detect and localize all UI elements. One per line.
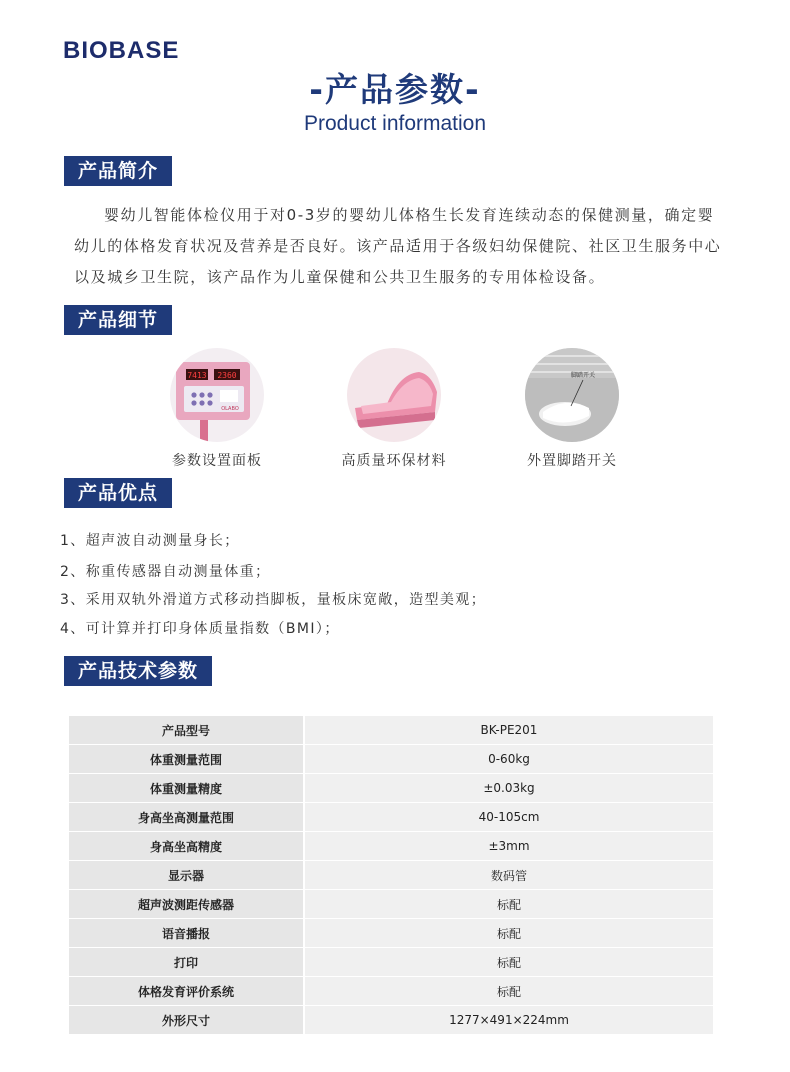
advantage-item: 4、可计算并打印身体质量指数（BMI）；: [60, 621, 340, 637]
spec-label: 体格发育评价系统: [69, 977, 303, 1005]
intro-text: 婴幼儿智能体检仪用于对0-3岁的婴幼儿体格生长发育连续动态的保健测量，确定婴幼儿的体格发育状况及营养是否良好。该产品适用于各级妇幼保健院、社区卫生服务中心以及城乡卫生院，该产品作为儿童保健和公共卫生服务的专用体检设备。: [74, 206, 722, 286]
table-row: [69, 861, 713, 889]
spec-label: 打印: [69, 948, 303, 976]
table-row: [69, 890, 713, 918]
page-subtitle: Product information: [303, 112, 487, 135]
spec-value: ±3mm: [303, 832, 713, 860]
table-row: [69, 977, 713, 1005]
spec-value: 标配: [303, 977, 713, 1005]
feature-caption-footswitch: 外置脚踏开关: [527, 453, 617, 469]
advantage-item: 2、称重传感器自动测量体重；: [60, 564, 271, 580]
section-heading-intro: 产品简介: [64, 156, 172, 186]
spec-label: 体重测量范围: [69, 745, 303, 773]
spec-value: ±0.03kg: [303, 774, 713, 802]
spec-value: 标配: [303, 948, 713, 976]
table-row: [69, 1006, 713, 1034]
spec-label: 体重测量精度: [69, 774, 303, 802]
panel-display-1: 7413: [187, 371, 207, 380]
table-row: [69, 716, 713, 744]
spec-label: 身高坐高精度: [69, 832, 303, 860]
panel-display-2: 2360: [217, 371, 237, 380]
table-row: [69, 832, 713, 860]
advantage-item: 1、超声波自动测量身长；: [60, 533, 240, 549]
section-heading-detail: 产品细节: [64, 305, 172, 335]
spec-value: 数码管: [303, 861, 713, 889]
feature-card-footswitch: [482, 348, 662, 470]
spec-value: 0-60kg: [303, 745, 713, 773]
table-row: [69, 774, 713, 802]
section-heading-advantage: 产品优点: [64, 478, 172, 508]
spec-label: 超声波测距传感器: [69, 890, 303, 918]
spec-value: 40-105cm: [303, 803, 713, 831]
spec-label: 外形尺寸: [69, 1006, 303, 1034]
feature-card-material: [304, 348, 484, 470]
feature-caption-material: 高质量环保材料: [341, 453, 447, 469]
spec-label: 产品型号: [69, 716, 303, 744]
spec-value: 标配: [303, 919, 713, 947]
panel-brand: OLABO: [221, 406, 239, 412]
table-row: [69, 803, 713, 831]
spec-value: 标配: [303, 890, 713, 918]
spec-value: BK-PE201: [303, 716, 713, 744]
spec-value: 1277×491×224mm: [303, 1006, 713, 1034]
pink-bed-image: [347, 348, 441, 442]
advantage-item: 3、采用双轨外滑道方式移动挡脚板，量板床宽敞，造型美观；: [60, 592, 487, 608]
section-heading-spec: 产品技术参数: [64, 656, 212, 686]
page-title: -产品参数-: [309, 70, 481, 109]
spec-label: 显示器: [69, 861, 303, 889]
brand-logo: BIOBASE: [63, 37, 180, 64]
feature-card-panel: [127, 348, 307, 470]
table-row: [69, 745, 713, 773]
spec-table: [69, 715, 713, 1035]
control-panel-image: [170, 348, 264, 442]
spec-label: 身高坐高测量范围: [69, 803, 303, 831]
feature-caption-panel: 参数设置面板: [172, 453, 262, 469]
table-row: [69, 919, 713, 947]
foot-switch-tag: 脚踏开关: [570, 372, 596, 379]
intro-paragraph: [74, 200, 724, 293]
foot-switch-image: [525, 348, 619, 442]
spec-label: 语音播报: [69, 919, 303, 947]
table-row: [69, 948, 713, 976]
